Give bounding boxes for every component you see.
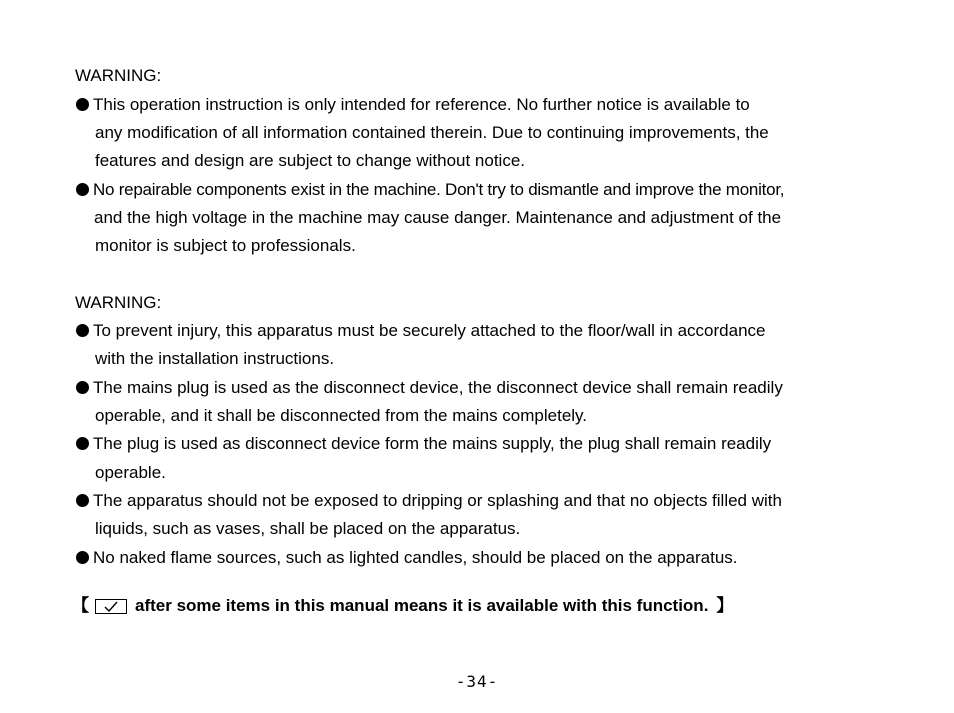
section1-bullet-2-line-2: and the high voltage in the machine may cause danger. Maintenance and adjustment of the xyxy=(94,208,782,227)
section2-bullet-3-line-2: operable. xyxy=(95,463,166,482)
section2-bullet-3: The plug is used as disconnect device form the mains supply, the plug shall remain readily xyxy=(76,434,771,454)
section1-heading: WARNING: xyxy=(75,66,162,85)
section1-bullet-1: This operation instruction is only intended for reference. No further notice is available to xyxy=(76,95,750,115)
bullet-icon xyxy=(76,98,89,111)
note-open-bracket: 【 xyxy=(72,596,89,615)
section2-bullet-2-line-2: operable, and it shall be disconnected from the mains completely. xyxy=(95,406,588,425)
checkmark-box-icon xyxy=(95,599,127,614)
bullet-icon xyxy=(76,494,89,507)
checkmark-icon xyxy=(104,601,118,612)
bullet-icon xyxy=(76,381,89,394)
note-text: after some items in this manual means it is available with this function. xyxy=(135,596,709,615)
section1-bullet-1-line-2: any modification of all information contained therein. Due to continuing improvements, the xyxy=(95,123,769,142)
section2-bullet-1: To prevent injury, this apparatus must be securely attached to the floor/wall in accordance xyxy=(76,321,766,341)
bullet-icon xyxy=(76,324,89,337)
section2-bullet-4: The apparatus should not be exposed to dripping or splashing and that no objects filled with xyxy=(76,491,782,511)
section2-heading: WARNING: xyxy=(75,293,162,312)
note-close-bracket: 】 xyxy=(716,596,734,615)
section2-bullet-4-line-2: liquids, such as vases, shall be placed on the apparatus. xyxy=(95,519,521,538)
bullet-icon xyxy=(76,437,89,450)
page-number: -34- xyxy=(455,672,499,691)
section2-bullet-2: The mains plug is used as the disconnect device, the disconnect device shall remain readily xyxy=(76,378,783,398)
availability-note xyxy=(72,595,733,617)
section2-bullet-1-line-2: with the installation instructions. xyxy=(95,349,335,368)
section1-bullet-2: No repairable components exist in the machine. Don't try to dismantle and improve the monitor, xyxy=(76,180,784,200)
section2-bullet-5: No naked flame sources, such as lighted candles, should be placed on the apparatus. xyxy=(76,548,738,568)
section1-bullet-1-line-3: features and design are subject to change without notice. xyxy=(95,151,526,170)
bullet-icon xyxy=(76,551,89,564)
section1-bullet-2-line-3: monitor is subject to professionals. xyxy=(95,236,356,255)
bullet-icon xyxy=(76,183,89,196)
